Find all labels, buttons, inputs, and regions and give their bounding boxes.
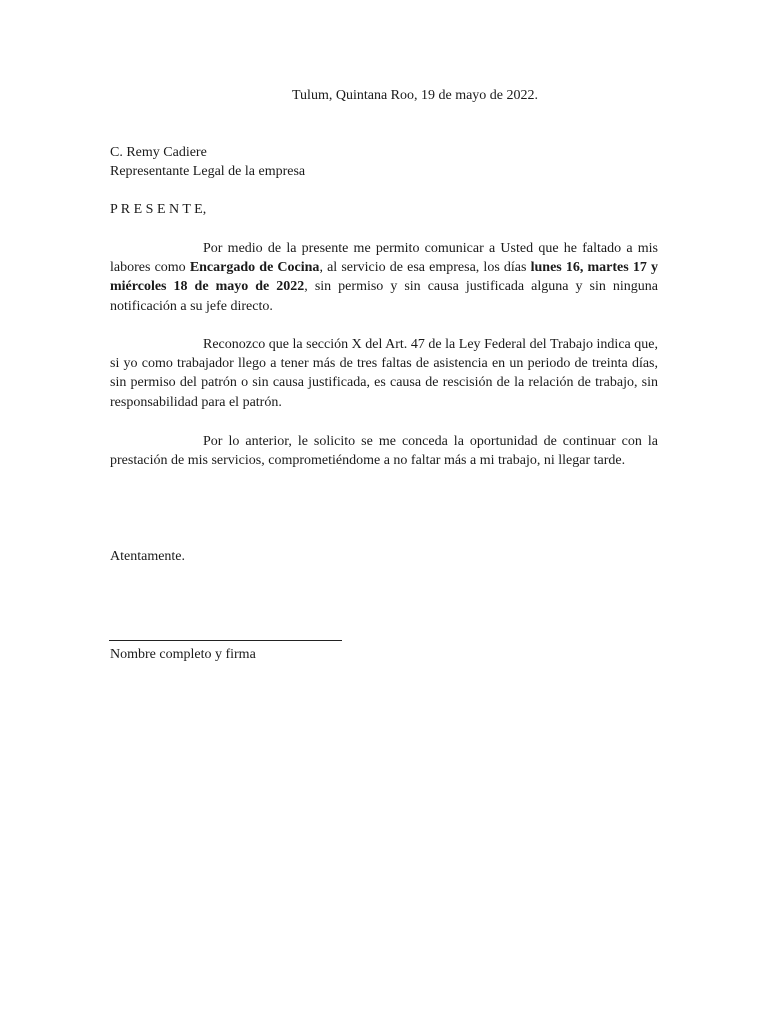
recipient-name: C. Remy Cadiere [110,145,207,160]
paragraph1-text-2: , al servicio de esa empresa, los días [319,260,531,276]
recipient-block [110,143,305,181]
closing: Atentamente. [110,549,186,564]
paragraph-law-reference: Reconozco que la sección X del Art. 47 de la Ley Federal del Trabajo indica que, si yo como trabajador llego a tener más de tres faltas de asistencia en un periodo de treinta días, sin permiso del patrón o sin causa justificada, es causa de rescisión de la relación de trabajo, sin responsabilidad para el patrón. [110,337,658,410]
signature-label: Nombre completo y firma [110,647,256,662]
paragraph1-text-3: , sin permiso y sin causa justificada alguna y sin ninguna notificación a su jefe directo. [110,279,658,314]
signature-line [109,640,342,641]
place-date: Tulum, Quintana Roo, 19 de mayo de 2022. [292,88,539,103]
paragraph1-text-1: Por medio de la presente me permito comunicar a Usted que he faltado a mis labores como [110,241,658,276]
absence-dates: lunes 16, martes 17 y miércoles 18 de mayo de 2022 [110,260,658,295]
greeting: P R E S E N T E, [110,202,207,217]
job-position: Encargado de Cocina [189,260,320,276]
paragraph-absence-notice [110,239,658,316]
paragraph-request: Por lo anterior, le solicito se me conceda la oportunidad de continuar con la prestación de mis servicios, comprometiéndome a no faltar más a mi trabajo, ni llegar tarde. [110,434,658,469]
recipient-title: Representante Legal de la empresa [110,164,306,179]
